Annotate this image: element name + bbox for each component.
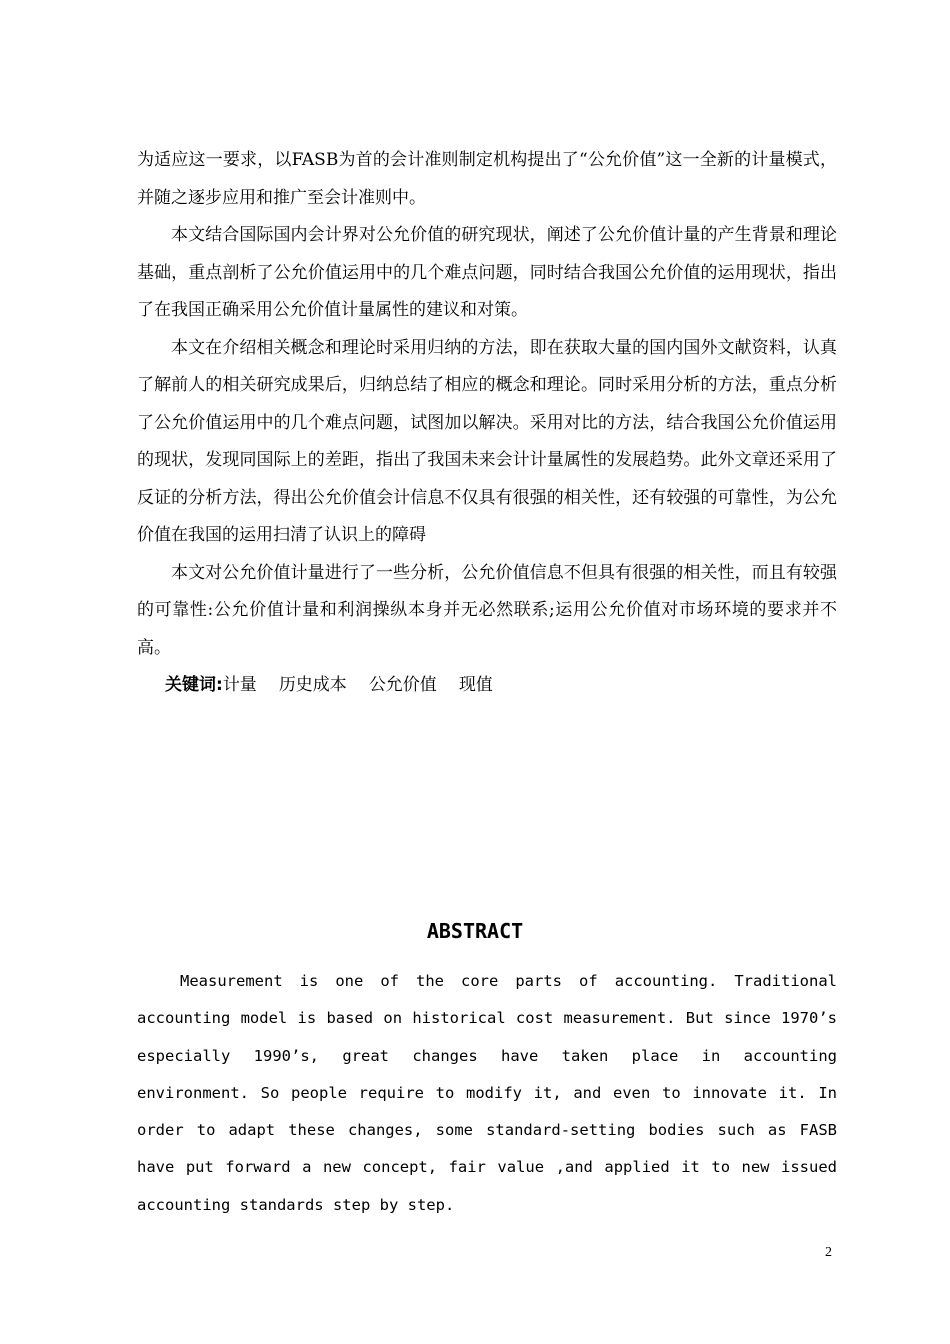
keyword-4: 现值 [458, 675, 493, 695]
keywords-line [137, 667, 837, 705]
abstract-heading: ABSTRACT [426, 919, 524, 943]
chinese-paragraph-2: 本文结合国际国内会计界对公允价值的研究现状，阐述了公允价值计量的产生背景和理论基础，重点剖析了公允价值运用中的几个难点问题，同时结合我国公允价值的运用现状，指出了在我国正确采用公允价值计量属性的建议和对策。 [137, 225, 837, 320]
chinese-paragraph-4: 本文对公允价值计量进行了一些分析，公允价值信息不但具有很强的相关性，而且有较强的可靠性:公允价值计量和利润操纵本身并无必然联系;运用公允价值对市场环境的要求并不高。 [137, 562, 837, 658]
chinese-paragraph-3: 本文在介绍相关概念和理论时采用归纳的方法，即在获取大量的国内国外文献资料，认真了解前人的相关研究成果后，归纳总结了相应的概念和理论。同时采用分析的方法，重点分析了公允价值运用中的几个难点问题，试图加以解决。采用对比的方法，结合我国公允价值运用的现状，发现同国际上的差距，指出了我国未来会计计量属性的发展趋势。此外文章还采用了反证的分析方法，得出公允价值会计信息不仅具有很强的相关性，还有较强的可靠性，为公允价值在我国的运用扫清了认识上的障碍 [137, 337, 837, 545]
keyword-1: 计量 [222, 675, 257, 695]
keyword-2: 历史成本 [278, 675, 347, 695]
english-abstract-paragraph: Measurement is one of the core parts of accounting. Traditional accounting model is based on historical cost measurement. But since 1970’s especially 1990’s, great changes have taken place in accounting environment. So people require to modify it, and even to innovate it. In order to adapt these changes, some standard-setting bodies such as FASB have put forward a new concept, fair value ,and applied it to new issued accounting standards step by step. [137, 972, 837, 1214]
keyword-3: 公允价值 [368, 675, 437, 695]
chinese-abstract [137, 142, 837, 705]
chinese-paragraph-1: 为适应这一要求，以FASB为首的会计准则制定机构提出了“公允价值”这一全新的计量模式，并随之逐步应用和推广至会计准则中。 [137, 150, 837, 208]
keywords-label: 关键词: [165, 675, 223, 695]
page-number: 2 [825, 1245, 832, 1260]
